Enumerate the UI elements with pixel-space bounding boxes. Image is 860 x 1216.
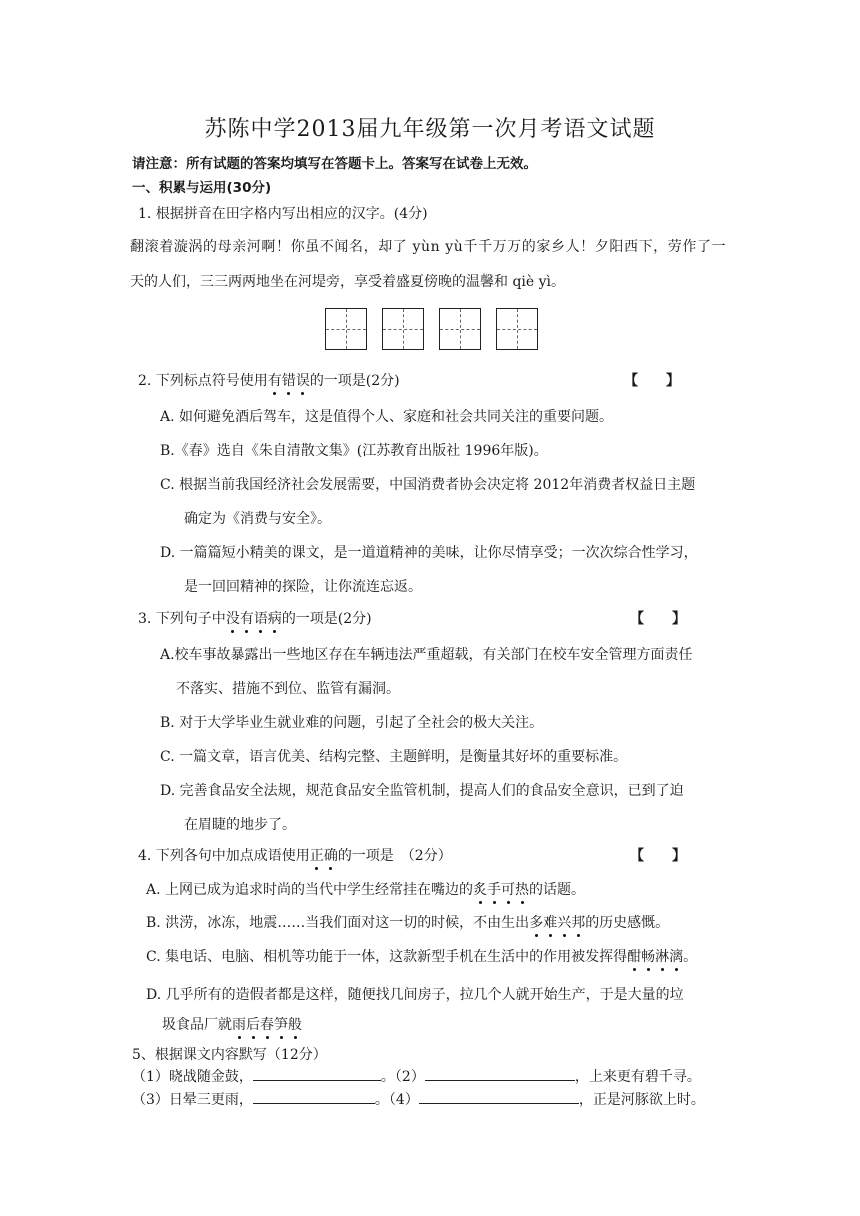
idiom-char: 酣 <box>627 946 641 966</box>
question-5-stem: 5、根据课文内容默写（12分） <box>132 1047 327 1063</box>
idiom-char: 兴 <box>557 912 571 932</box>
option-3a-line2: 不落实、措施不到位、监管有漏洞。 <box>176 681 400 697</box>
idiom-char: 多 <box>529 912 543 932</box>
option-4c: C. 集电话、电脑、相机等功能于一体，这款新型手机在生活中的作用被发挥得酣畅淋漓。 <box>146 946 697 966</box>
tianzige-box-1[interactable] <box>325 308 367 350</box>
option-2b: B.《春》选自《朱自清散文集》(江苏教育出版社 1996年版)。 <box>160 443 548 459</box>
option-4a: A. 上网已成为追求时尚的当代中学生经常挂在嘴边的炙手可热的话题。 <box>146 879 585 899</box>
idiom-char: 可 <box>501 879 515 899</box>
emphasis-char: 有 <box>268 370 282 390</box>
blank-2[interactable] <box>425 1066 575 1081</box>
question-1-passage-line2: 天的人们，三三两两地坐在河堤旁，享受着盛夏傍晚的温馨和 qiè yì。 <box>130 274 566 290</box>
idiom-char: 雨 <box>232 1014 246 1034</box>
emphasis-char: 错 <box>282 370 296 390</box>
question-1-stem: 1. 根据拼音在田字格内写出相应的汉字。(4分) <box>138 206 428 222</box>
idiom-char: 淋 <box>655 946 669 966</box>
option-3b: B. 对于大学毕业生就业难的问题，引起了全社会的极大关注。 <box>160 715 544 731</box>
idiom-char: 春 <box>260 1014 274 1034</box>
emphasis-char: 有 <box>240 608 254 628</box>
idiom-char: 后 <box>246 1014 260 1034</box>
answer-bracket-q4: 【 】 <box>630 848 686 864</box>
recitation-row-1: （1）晓战随金鼓， 。（2） ，上来更有碧千寻。 <box>132 1066 701 1086</box>
exam-title: 苏陈中学2013届九年级第一次月考语文试题 <box>204 117 656 142</box>
question-4-stem: 4. 下列各句中加点成语使用正确的一项是 （2分） <box>138 845 452 865</box>
tianzige-box-3[interactable] <box>439 308 481 350</box>
idiom-char: 热 <box>515 879 529 899</box>
option-2a: A. 如何避免酒后驾车，这是值得个人、家庭和社会共同关注的重要问题。 <box>160 409 614 425</box>
question-1-passage-line1: 翻滚着漩涡的母亲河啊！你虽不闻名，却了 yùn yù千千万万的家乡人！夕阳西下，劳作了一 <box>130 239 727 255</box>
option-4d-line1: D. 几乎所有的造假者都是这样，随便找几间房子，拉几个人就开始生产，于是大量的垃 <box>146 987 684 1003</box>
answer-bracket-q3: 【 】 <box>630 611 686 627</box>
answer-bracket-q2: 【 】 <box>624 373 680 389</box>
tianzige-box-4[interactable] <box>496 308 538 350</box>
option-3d-line1: D. 完善食品安全法规，规范食品安全监管机制，提高人们的食品安全意识，已到了迫 <box>160 783 684 799</box>
emphasis-char: 没 <box>226 608 240 628</box>
idiom-char: 手 <box>487 879 501 899</box>
tianzige-box-2[interactable] <box>382 308 424 350</box>
idiom-char: 畅 <box>641 946 655 966</box>
option-2d-line2: 是一回回精神的探险，让你流连忘返。 <box>184 579 422 595</box>
blank-4[interactable] <box>419 1089 579 1104</box>
blank-1[interactable] <box>253 1066 381 1081</box>
section-heading: 一、积累与运用(30分) <box>132 180 272 196</box>
option-3c: C. 一篇文章，语言优美、结构完整、主题鲜明，是衡量其好坏的重要标准。 <box>160 749 628 765</box>
option-2c-line1: C. 根据当前我国经济社会发展需要，中国消费者协会决定将 2012年消费者权益日主题 <box>160 477 696 493</box>
emphasis-char: 误 <box>296 370 310 390</box>
question-3-stem: 3. 下列句子中没有语病的一项是(2分) <box>138 608 372 628</box>
option-3a-line1: A.校车事故暴露出一些地区存在车辆违法严重超载，有关部门在校车安全管理方面责任 <box>160 647 693 663</box>
emphasis-char: 病 <box>268 608 282 628</box>
emphasis-char: 语 <box>254 608 268 628</box>
option-4d-line2: 圾食品厂就雨后春笋般 <box>162 1014 302 1034</box>
idiom-char: 笋 <box>274 1014 288 1034</box>
option-2d-line1: D. 一篇篇短小精美的课文，是一道道精神的美味，让你尽情享受；一次次综合性学习， <box>160 545 698 561</box>
idiom-char: 般 <box>288 1014 302 1034</box>
blank-3[interactable] <box>253 1089 375 1104</box>
idiom-char: 邦 <box>571 912 585 932</box>
question-2-stem: 2. 下列标点符号使用有错误的一项是(2分) <box>138 370 400 390</box>
recitation-row-2: （3）日晕三更雨， 。（4） ，正是河豚欲上时。 <box>132 1089 705 1109</box>
notice: 请注意：所有试题的答案均填写在答题卡上。答案写在试卷上无效。 <box>132 156 537 172</box>
option-4b: B. 洪涝，冰冻，地震……当我们面对这一切的时候，不由生出多难兴邦的历史感慨。 <box>146 912 669 932</box>
idiom-char: 漓 <box>669 946 683 966</box>
option-2c-line2: 确定为《消费与安全》。 <box>184 511 331 527</box>
emphasis-char: 确 <box>324 845 338 865</box>
idiom-char: 难 <box>543 912 557 932</box>
option-3d-line2: 在眉睫的地步了。 <box>184 817 296 833</box>
idiom-char: 炙 <box>473 879 487 899</box>
emphasis-char: 正 <box>310 845 324 865</box>
